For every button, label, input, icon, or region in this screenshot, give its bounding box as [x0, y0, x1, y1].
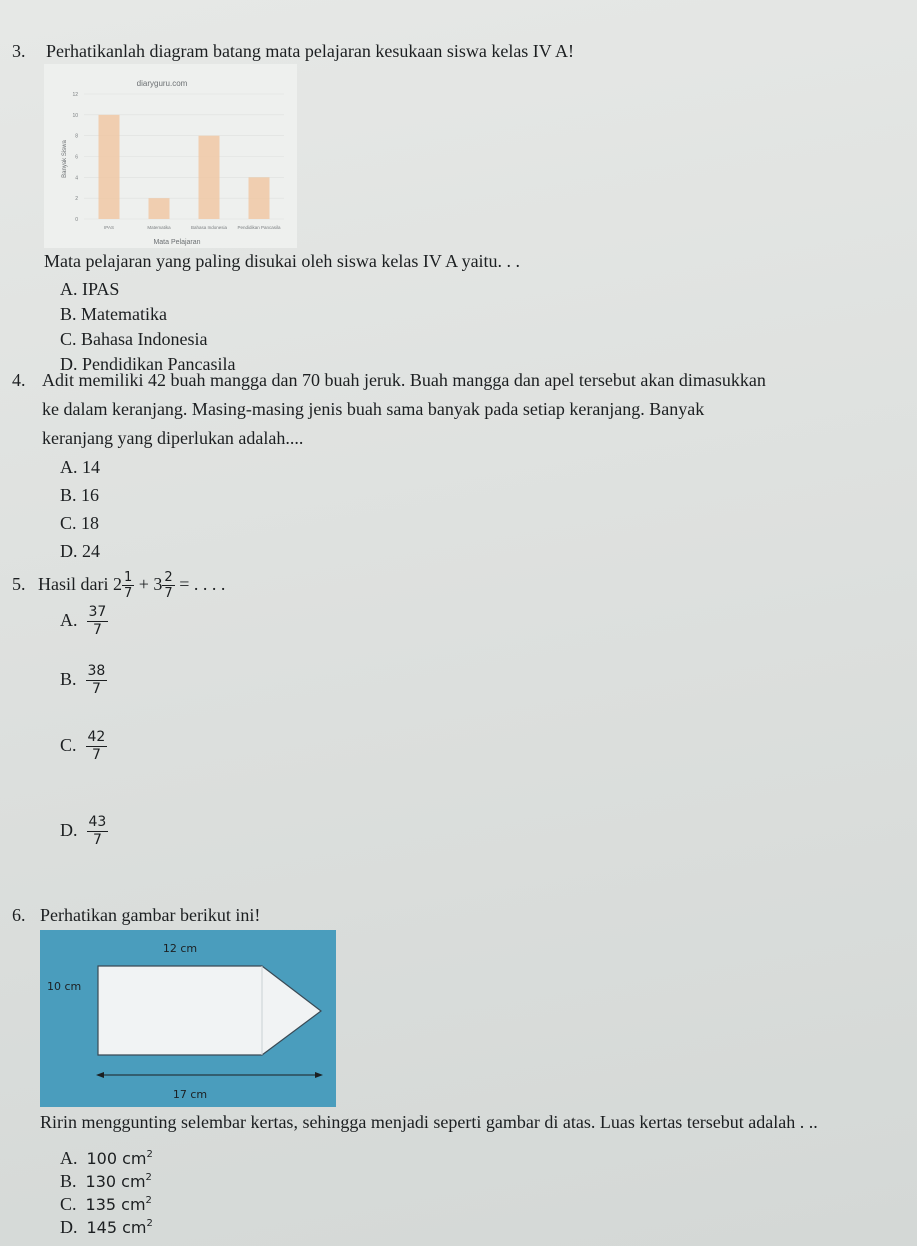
q4-number: 4.	[12, 370, 26, 390]
option-letter: D.	[60, 820, 78, 840]
option-text: Bahasa Indonesia	[81, 329, 208, 349]
option-fraction	[87, 604, 109, 639]
bar-pendidikan-pancasila	[249, 177, 270, 219]
option-fraction	[86, 663, 108, 698]
y-tick-label: 4	[75, 175, 78, 182]
option-letter: C.	[60, 513, 77, 533]
option-value: 100 cm	[86, 1149, 147, 1168]
q6-text: Perhatikan gambar berikut ini!	[40, 905, 261, 925]
option-text: 16	[81, 485, 100, 505]
q5-prefix: Hasil dari	[38, 574, 109, 594]
option-value: 130 cm	[85, 1172, 146, 1191]
option-fraction	[86, 729, 108, 764]
bottom-dimension-label: 17 cm	[172, 1088, 208, 1101]
option-letter: C.	[60, 1194, 77, 1214]
bar-matematika	[149, 198, 170, 219]
y-tick-label: 8	[75, 133, 78, 140]
q4-line-1: Adit memiliki 42 buah mangga dan 70 buah jeruk. Buah mangga dan apel tersebut akan dimasukkan	[42, 370, 766, 390]
q4-option-c[interactable]	[60, 512, 99, 534]
y-tick-label: 2	[75, 196, 78, 203]
q4-line-2: ke dalam keranjang. Masing-masing jenis buah sama banyak pada setiap keranjang. Banyak	[42, 399, 705, 419]
option-letter: B.	[60, 485, 77, 505]
option-value: 135 cm	[85, 1195, 146, 1214]
option-exponent: 2	[145, 1172, 152, 1183]
fraction-denominator: 7	[91, 681, 101, 698]
top-dimension-label: 12 cm	[162, 942, 198, 955]
option-letter: C.	[60, 735, 77, 755]
fraction-denominator: 7	[92, 832, 102, 849]
q3-question: Mata pelajaran yang paling disukai oleh siswa kelas IV A yaitu. . .	[44, 251, 521, 271]
q5-term1-whole: 2	[112, 574, 122, 594]
fraction-denominator: 7	[91, 747, 101, 764]
option-letter: A.	[60, 457, 78, 477]
chart-y-axis-label: Banyak Siswa	[62, 140, 68, 178]
q5-option-a[interactable]	[60, 602, 108, 639]
fraction-numerator: 43	[88, 814, 107, 831]
option-value: 145 cm	[86, 1218, 147, 1237]
chart-x-axis-label: Mata Pelajaran	[153, 239, 201, 246]
fraction-numerator: 42	[87, 729, 106, 746]
option-letter: C.	[60, 329, 77, 349]
arrowhead-right-icon	[315, 1072, 323, 1078]
q3-option-b[interactable]	[60, 303, 167, 325]
q6-number: 6.	[12, 905, 26, 925]
q5-term1-fraction	[122, 570, 134, 601]
fraction-numerator: 1	[123, 570, 133, 586]
fraction-numerator: 38	[87, 663, 106, 680]
left-dimension-label: 10 cm	[47, 980, 82, 993]
option-exponent: 2	[146, 1218, 153, 1229]
q5-number: 5.	[12, 574, 26, 594]
option-letter: B.	[60, 1171, 77, 1191]
x-tick-label: Pendidikan Pancasila	[237, 225, 281, 230]
fraction-denominator: 7	[123, 586, 133, 602]
q5-expression	[38, 566, 225, 602]
option-text: Matematika	[81, 304, 167, 324]
q5-option-b[interactable]	[60, 661, 107, 698]
option-letter: B.	[60, 669, 77, 689]
option-fraction	[87, 814, 109, 849]
fraction-numerator: 2	[164, 570, 173, 586]
q3-text: Perhatikanlah diagram batang mata pelajaran kesukaan siswa kelas IV A!	[46, 41, 574, 61]
x-tick-label: Matematika	[147, 225, 171, 230]
bar-bahasa-indonesia	[199, 136, 220, 219]
option-letter: D.	[60, 1217, 78, 1237]
q5-term2-fraction	[162, 570, 174, 601]
q4-option-a[interactable]	[60, 456, 100, 478]
option-letter: A.	[60, 279, 78, 299]
q3-number: 3.	[12, 41, 26, 61]
option-text: 14	[82, 457, 100, 477]
option-text: 18	[81, 513, 100, 533]
q4-option-d[interactable]	[60, 540, 100, 562]
q5-term2-whole: 3	[153, 574, 163, 594]
option-exponent: 2	[146, 1149, 153, 1160]
q5-option-d[interactable]	[60, 812, 108, 849]
paper-shape	[98, 966, 321, 1055]
arrowhead-left-icon	[96, 1072, 104, 1078]
fraction-denominator: 7	[92, 622, 102, 639]
q5-suffix: = . . . .	[179, 574, 226, 594]
option-letter: A.	[60, 1148, 78, 1168]
q5-plus: +	[138, 574, 149, 594]
q3-option-c[interactable]	[60, 328, 207, 350]
bar-chart	[44, 64, 297, 248]
y-tick-label: 12	[72, 92, 78, 98]
option-exponent: 2	[145, 1195, 152, 1206]
y-tick-label: 10	[72, 112, 78, 119]
q6-question: Ririn menggunting selembar kertas, sehingga menjadi seperti gambar di atas. Luas kertas tersebut adalah . ..	[40, 1112, 818, 1132]
q5-option-c[interactable]	[60, 727, 107, 764]
option-letter: A.	[60, 610, 78, 630]
option-letter: B.	[60, 304, 77, 324]
chart-title: diaryguru.com	[136, 79, 188, 88]
paper-shape-figure	[40, 930, 336, 1107]
y-tick-label: 0	[75, 217, 78, 223]
option-text: IPAS	[82, 279, 120, 299]
x-tick-label: IPAS	[104, 225, 114, 230]
x-tick-label: Bahasa Indonesia	[190, 225, 228, 230]
option-text: 24	[82, 541, 100, 561]
fraction-numerator: 37	[88, 604, 107, 621]
q3-option-a[interactable]	[60, 278, 119, 300]
option-letter: D.	[60, 354, 78, 374]
q4-line-3: keranjang yang diperlukan adalah....	[42, 428, 304, 448]
fraction-denominator: 7	[164, 586, 173, 602]
bar-ipas	[99, 115, 120, 219]
option-text: Pendidikan Pancasila	[82, 354, 236, 374]
q4-option-b[interactable]	[60, 484, 99, 506]
y-tick-label: 6	[75, 154, 78, 161]
option-letter: D.	[60, 541, 78, 561]
q6-option-d[interactable]	[60, 1213, 153, 1239]
